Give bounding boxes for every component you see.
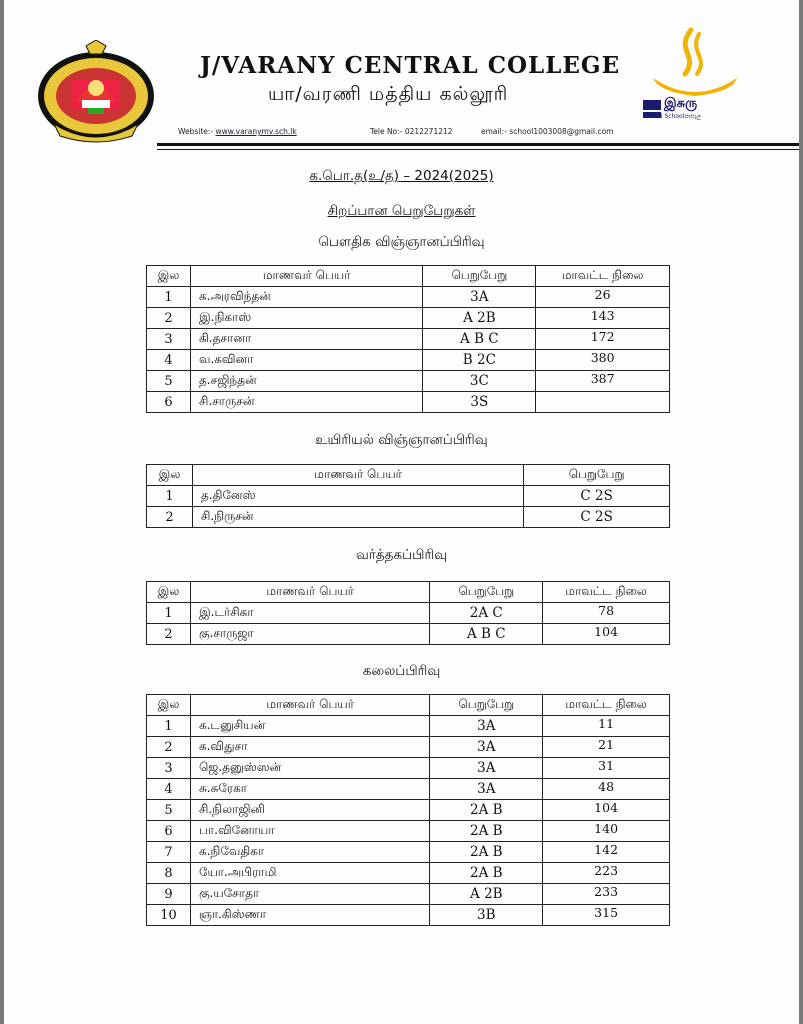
- col-name: மாணவர் பெயர்: [190, 266, 422, 287]
- table-row: 1 த.தினேஸ் C 2S: [147, 486, 670, 507]
- col-result: பெறுபேறு: [430, 582, 543, 603]
- table-row: 1 இ.டர்சிகா 2A C 78: [147, 603, 670, 624]
- table-row: 4 சு.சுரேகா 3A 48: [147, 779, 670, 800]
- col-name: மாணவர் பெயர்: [192, 465, 523, 486]
- col-rank: மாவட்ட நிலை: [536, 266, 670, 287]
- table-row: 2 சி.நிருசன் C 2S: [147, 507, 670, 528]
- col-rank: மாவட்ட நிலை: [543, 695, 670, 716]
- table-row: 4 வ.கவினா B 2C 380: [147, 350, 670, 371]
- table-row: 7 க.நிவேதிகா 2A B 142: [147, 842, 670, 863]
- table-row: 3 ஜெ.தனுஸ்ஸன் 3A 31: [147, 758, 670, 779]
- email-address: email:- school1003008@gmail.com: [481, 127, 614, 136]
- commerce-table: [146, 581, 670, 645]
- college-name-tamil: யா/வரணி மத்திய கல்லூரி: [268, 83, 509, 105]
- section-title-physical-science: பௌதிக விஞ்ஞானப்பிரிவு: [318, 234, 485, 250]
- exam-title: க.பொ.த(உ/த) – 2024(2025): [309, 168, 494, 184]
- table-row: 10 ஞா.கிஸ்ணா 3B 315: [147, 905, 670, 926]
- table-row: 8 யோ.அபிராமி 2A B 223: [147, 863, 670, 884]
- college-crest-logo: [32, 40, 160, 144]
- isuru-logo-text: இசுரு: [664, 96, 698, 111]
- website-link[interactable]: www.varanymv.sch.lk: [215, 127, 297, 136]
- col-result: பெறுபேறு: [430, 695, 543, 716]
- arts-table: [146, 694, 670, 926]
- col-no: இல: [147, 695, 191, 716]
- col-rank: மாவட்ட நிலை: [543, 582, 670, 603]
- col-no: இல: [147, 465, 193, 486]
- college-name-english: J/VARANY CENTRAL COLLEGE: [200, 52, 621, 79]
- letterhead: [4, 0, 799, 158]
- website-line: [178, 127, 297, 136]
- document-page: [4, 0, 799, 1024]
- table-header-row: [147, 465, 670, 486]
- table-row: 6 பா.வினோயா 2A B 140: [147, 821, 670, 842]
- table-header-row: [147, 582, 670, 603]
- website-label: Website:-: [178, 127, 214, 136]
- col-name: மாணவர் பெயர்: [190, 695, 429, 716]
- header-rule-thin: [157, 149, 799, 150]
- table-row: 1 க.டனுசியன் 3A 11: [147, 716, 670, 737]
- section-title-arts: கலைப்பிரிவு: [362, 663, 441, 679]
- section-title-commerce: வர்த்தகப்பிரிவு: [355, 547, 448, 563]
- table-row: 1 க.அரவிந்தன் 3A 26: [147, 287, 670, 308]
- table-header-row: [147, 266, 670, 287]
- col-name: மாணவர் பெயர்: [190, 582, 429, 603]
- table-row: 5 த.சஜிந்தன் 3C 387: [147, 371, 670, 392]
- tele-number: Tele No:- 0212271212: [370, 127, 453, 136]
- table-row: 2 கு.சாருஜா A B C 104: [147, 624, 670, 645]
- table-row: 9 கு.யசோதா A 2B 233: [147, 884, 670, 905]
- isuru-logo-subtext: ISURU Schoolපාසැල: [644, 113, 701, 120]
- table-row: 6 சி.சாருசன் 3S: [147, 392, 670, 413]
- physical-science-table: [146, 265, 670, 413]
- special-results-title: சிறப்பான பெறுபேறுகள்: [327, 203, 476, 219]
- header-rule: [157, 143, 799, 146]
- biological-science-table: [146, 464, 670, 528]
- col-result: பெறுபேறு: [423, 266, 536, 287]
- table-row: 2 க.விதுசா 3A 21: [147, 737, 670, 758]
- col-no: இல: [147, 266, 191, 287]
- col-no: இல: [147, 582, 191, 603]
- col-result: பெறுபேறு: [524, 465, 670, 486]
- table-row: 2 இ.நிகாஸ் A 2B 143: [147, 308, 670, 329]
- table-header-row: [147, 695, 670, 716]
- table-row: 3 கி.தசானா A B C 172: [147, 329, 670, 350]
- section-title-biological-science: உயிரியல் விஞ்ஞானப்பிரிவு: [315, 432, 488, 448]
- table-row: 5 சி.நிலாஜினி 2A B 104: [147, 800, 670, 821]
